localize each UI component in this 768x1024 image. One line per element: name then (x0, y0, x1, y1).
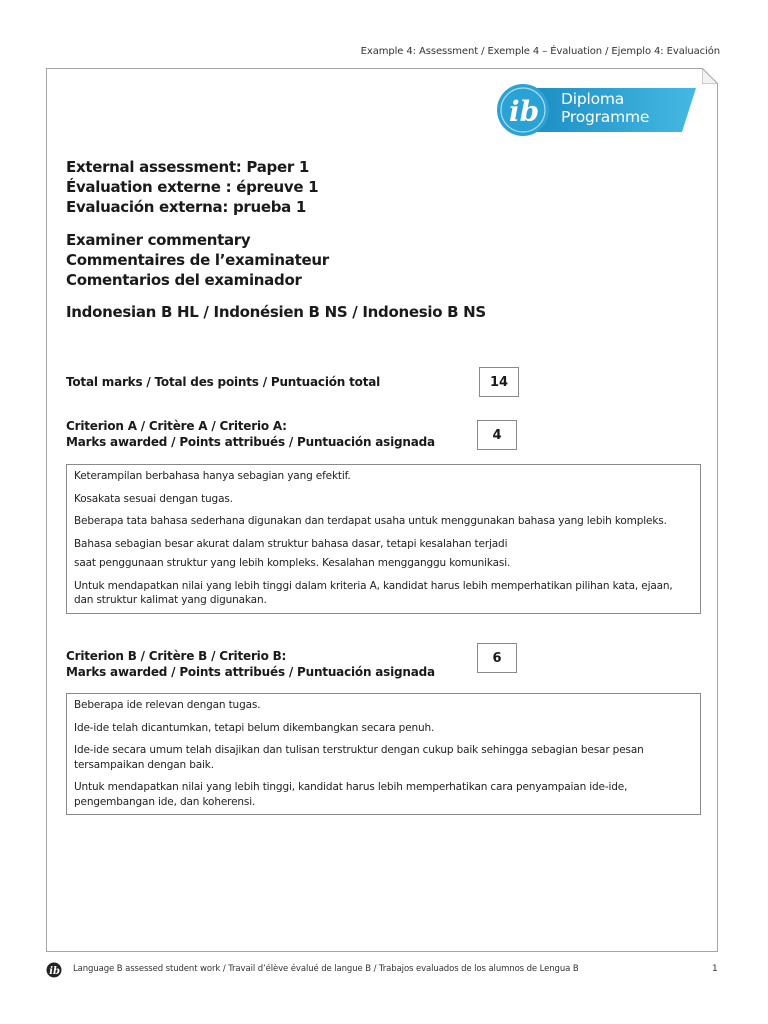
criterion-b-label (66, 648, 435, 680)
criterion-a-comment: Kosakata sesuai dengan tugas. (74, 492, 233, 505)
criterion-b-comment: Untuk mendapatkan nilai yang lebih tinggi, kandidat harus lebih memperhatikan cara penyampaian ide-ide, pengembangan ide, dan koherensi. (74, 781, 628, 808)
running-head: Example 4: Assessment / Exemple 4 – Évaluation / Ejemplo 4: Evaluación (360, 46, 720, 57)
criterion-a-comment: saat penggunaan struktur yang lebih kompleks. Kesalahan mengganggu komunikasi. (74, 557, 511, 569)
footer-text: Language B assessed student work / Travail d’élève évalué de langue B / Trabajos evaluados de los alumnos de Lengua B (73, 964, 579, 974)
commentary-fr: Commentaires de l’examinateur (66, 251, 329, 269)
criterion-a-comment: Untuk mendapatkan nilai yang lebih tinggi dalam kriteria A, kandidat harus lebih memperhatikan pilihan kata, ejaan, dan struktur kalimat yang digunakan. (74, 579, 673, 606)
total-marks-box (479, 367, 519, 397)
criterion-b-label-line2: Marks awarded / Points attribués / Puntuación asignada (66, 665, 435, 679)
logo-line2: Programme (561, 108, 650, 126)
total-marks-value: 14 (489, 374, 509, 390)
svg-text:ib: ib (509, 95, 540, 128)
criterion-a-comment: Bahasa sebagian besar akurat dalam struktur bahasa dasar, tetapi kesalahan terjadi (74, 537, 508, 550)
criterion-a-comments (66, 464, 701, 614)
logo-line1: Diploma (561, 90, 625, 108)
page-corner-fold (702, 68, 718, 84)
criterion-a-score: 4 (492, 427, 502, 443)
criterion-b-score-box (477, 643, 517, 673)
criterion-a-label-line2: Marks awarded / Points attribués / Puntuación asignada (66, 435, 435, 449)
title-en: External assessment: Paper 1 (66, 158, 309, 176)
title-es: Evaluación externa: prueba 1 (66, 198, 307, 216)
criterion-a-comment: Keterampilan berbahasa hanya sebagian yang efektif. (74, 470, 351, 482)
page-number: 1 (712, 964, 718, 974)
criterion-b-comment: Beberapa ide relevan dengan tugas. (74, 699, 261, 711)
criterion-b-score: 6 (492, 650, 502, 666)
commentary-es: Comentarios del examinador (66, 271, 302, 289)
title-fr: Évaluation externe : épreuve 1 (66, 178, 319, 196)
criterion-a-comment: Beberapa tata bahasa sederhana digunakan dan terdapat usaha untuk menggunakan bahasa yang lebih kompleks. (74, 515, 667, 527)
ib-footer-icon (46, 962, 62, 978)
svg-text:ib: ib (49, 966, 60, 977)
subject-title (66, 302, 486, 322)
commentary-title (66, 230, 329, 290)
criterion-b-label-line1: Criterion B / Critère B / Criterio B: (66, 649, 287, 663)
subject-line: Indonesian B HL / Indonésien B NS / Indonesio B NS (66, 303, 486, 321)
criterion-b-comment: Ide-ide telah dicantumkan, tetapi belum dikembangkan secara penuh. (74, 721, 435, 734)
criterion-b-comment: Ide-ide secara umum telah disajikan dan tulisan terstruktur dengan cukup baik sehingga sebagian besar pesan tersampaikan dengan baik. (74, 744, 644, 771)
logo-text (561, 90, 649, 126)
criterion-a-label (66, 418, 435, 450)
criterion-a-score-box (477, 420, 517, 450)
criterion-a-label-line1: Criterion A / Critère A / Criterio A: (66, 419, 287, 433)
criterion-b-comments (66, 693, 701, 815)
total-marks-label: Total marks / Total des points / Puntuación total (66, 375, 381, 389)
commentary-en: Examiner commentary (66, 231, 251, 249)
assessment-title (66, 157, 318, 217)
